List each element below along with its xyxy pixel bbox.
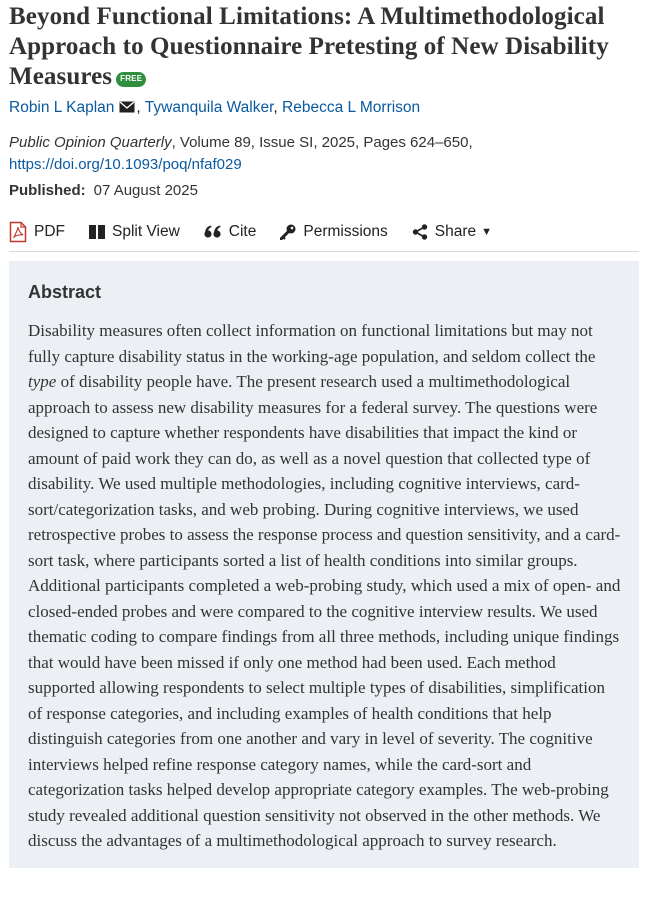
cite-label: Cite — [228, 222, 257, 240]
split-view-icon — [89, 225, 105, 239]
article-title — [9, 0, 639, 92]
published-date-row — [9, 180, 639, 202]
author-separator: , — [273, 99, 283, 116]
mail-icon[interactable] — [119, 101, 135, 113]
published-label: Published: — [9, 182, 86, 199]
author-list — [9, 98, 639, 118]
abstract-text — [28, 318, 623, 854]
doi-link[interactable]: https://doi.org/10.1093/poq/nfaf029 — [9, 156, 242, 173]
journal-name: Public Opinion Quarterly — [9, 134, 172, 151]
chevron-down-icon: ▼ — [481, 225, 493, 238]
free-badge: FREE — [116, 72, 146, 87]
article-toolbar — [9, 212, 639, 252]
abstract-emphasis: type — [28, 372, 57, 391]
key-icon — [280, 224, 296, 240]
split-view-label: Split View — [112, 222, 180, 240]
citation — [9, 132, 639, 176]
author-link-walker[interactable]: Tywanquila Walker — [144, 99, 274, 116]
cite-button[interactable] — [204, 223, 257, 241]
share-label: Share — [434, 222, 477, 240]
share-icon — [412, 224, 428, 240]
permissions-button[interactable] — [280, 223, 387, 241]
abstract-heading: Abstract — [28, 282, 102, 302]
author-link-kaplan[interactable]: Robin L Kaplan — [9, 99, 115, 116]
pdf-label: PDF — [34, 222, 65, 240]
split-view-button[interactable] — [89, 223, 180, 241]
permissions-label: Permissions — [303, 222, 388, 240]
citation-details: , Volume 89, Issue SI, 2025, Pages 624–650, — [171, 134, 473, 151]
abstract-text-part: Disability measures often collect information on functional limitations but may not fully capture disability status in the working-age population, and seldom collect the — [28, 321, 596, 366]
author-link-morrison[interactable]: Rebecca L Morrison — [282, 99, 421, 116]
published-date: 07 August 2025 — [93, 182, 198, 199]
share-dropdown[interactable] — [412, 223, 492, 241]
article-title-text: Beyond Functional Limitations: A Multimethodological Approach to Questionnaire Pretesting of New Disability Measures — [9, 3, 609, 90]
pdf-icon — [9, 221, 27, 243]
author-separator: , — [136, 99, 145, 116]
abstract-section — [9, 261, 639, 868]
abstract-text-part: of disability people have. The present research used a multimethodological approach to assess new disability measures for a federal survey. The questions were designed to capture whether respondents have disabilities that impact the kind or amount of paid work they can do, as well as a novel question that collected type of disability. We used multiple methodologies, including cognitive interviews, card-sort/categorization tasks, and web probing. During cognitive interviews, we used retrospective probes to assess the response process and question sensitivity, and a card-sort task, where participants sorted a list of health conditions into similar groups. Additional participants completed a web-probing study, which used a mix of open- and closed-ended probes and were compared to the cognitive interview results. We used thematic coding to compare findings from all three methods, including unique findings that would have been missed if only one method had been used. Each method supported allowing respondents to select multiple types of disabilities, simplification of response categories, and including examples of health conditions that help distinguish categories from one another and vary in level of severity. The cognitive interviews helped refine response category names, while the card-sort and categorization tasks helped develop appropriate category examples. The web-probing study revealed additional question sensitivity not observed in the other methods. We discuss the advantages of a multimethodological approach to survey research. — [28, 372, 621, 850]
cite-icon — [204, 225, 222, 239]
pdf-button[interactable] — [9, 221, 65, 243]
